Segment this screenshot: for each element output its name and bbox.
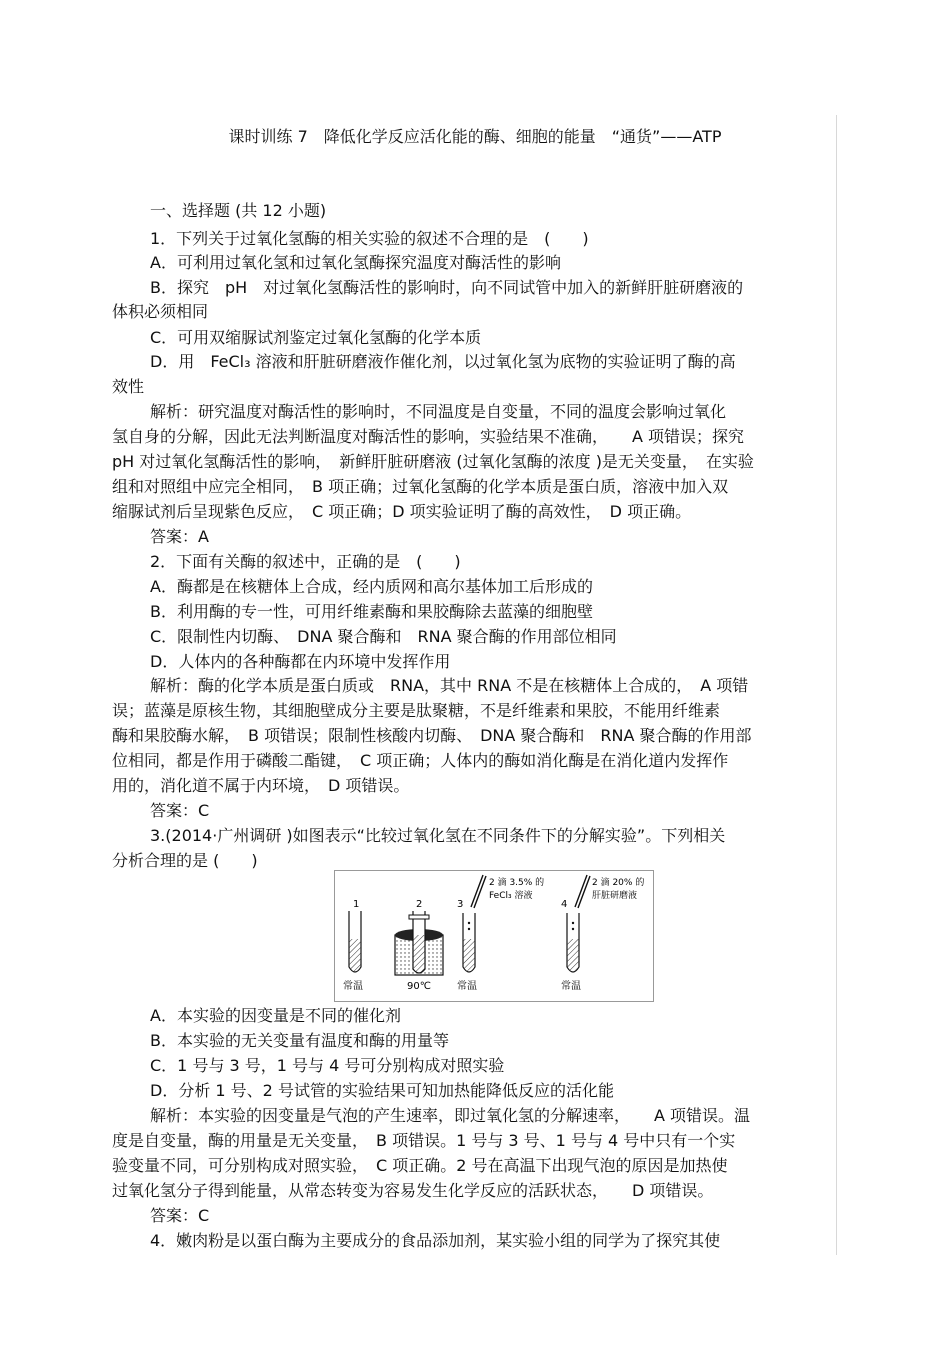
text-line: 答案：C [150,1206,210,1225]
reagent-label-3a: 2 滴 3.5% 的 [489,878,545,888]
text-line: 一、选择题 (共 12 小题) [150,201,327,220]
text-line: D．人体内的各种酶都在内环境中发挥作用 [150,652,451,671]
text-line: pH 对过氧化氢酶活性的影响， 新鲜肝脏研磨液 (过氧化氢酶的浓度 )是无关变量， 在实验 [112,452,754,471]
text-line: 用的，消化道不属于内环境， D 项错误。 [112,776,410,795]
text-line: 缩脲试剂后呈现紫色反应， C 项正确；D 项实验证明了酶的高效性， D 项正确。 [112,502,692,521]
right-margin-rule [836,115,837,1255]
test-tube-3 [457,875,544,992]
test-tube-1 [343,899,363,992]
caption-tube-1: 常温 [343,981,363,992]
text-line: 氢自身的分解，因此无法判断温度对酶活性的影响，实验结果不准确， A 项错误；探究 [112,427,745,446]
text-line: 体积必须相同 [112,302,209,321]
text-line: 2．下面有关酶的叙述中，正确的是 ( ) [150,552,461,571]
text-line: A．本实验的因变量是不同的催化剂 [150,1006,401,1025]
text-line: B．探究 pH 对过氧化氢酶活性的影响时，向不同试管中加入的新鲜肝脏研磨液的 [150,278,744,297]
text-line: 答案：A [150,527,209,546]
text-line: D．用 FeCl₃ 溶液和肝脏研磨液作催化剂，以过氧化氢为底物的实验证明了酶的高 [150,352,736,371]
text-line: 验变量不同，可分别构成对照实验， C 项正确。2 号在高温下出现气泡的原因是加热使 [112,1156,728,1175]
caption-tube-3: 常温 [457,981,477,992]
text-line: 分析合理的是 ( ) [112,851,258,870]
reagent-label-4a: 2 滴 20% 的 [592,878,645,888]
text-line: C．可用双缩脲试剂鉴定过氧化氢酶的化学本质 [150,328,482,347]
reagent-label-3b: FeCl₃ 溶液 [489,891,533,901]
reagent-label-4b: 肝脏研磨液 [592,891,638,901]
text-line: D．分析 1 号、2 号试管的实验结果可知加热能降低反应的活化能 [150,1081,614,1100]
text-line: 解析：研究温度对酶活性的影响时，不同温度是自变量，不同的温度会影响过氧化 [150,402,727,421]
text-line: 3.(2014·广州调研 )如图表示“比较过氧化氢在不同条件下的分解实验”。下列相关 [150,826,726,845]
tube-number-3: 3 [457,899,464,910]
test-tube-4 [561,875,644,992]
test-tube-2-water-bath [395,899,443,992]
caption-tube-4: 常温 [561,981,581,992]
text-line: 位相同，都是作用于磷酸二酯键， C 项正确；人体内的酶如消化酶是在消化道内发挥作 [112,751,729,770]
text-line: 4．嫩肉粉是以蛋白酶为主要成分的食品添加剂，某实验小组的同学为了探究其使 [150,1231,721,1250]
text-line: 解析：酶的化学本质是蛋白质或 RNA，其中 RNA 不是在核糖体上合成的， A 项错 [150,676,749,695]
text-line: 误；蓝藻是原核生物，其细胞壁成分主要是肽聚糖，不是纤维素和果胶，不能用纤维素 [112,701,721,720]
tube-number-4: 4 [561,899,568,910]
caption-tube-2: 90℃ [407,981,431,992]
text-line: 酶和果胶酶水解， B 项错误；限制性核酸内切酶、 DNA 聚合酶和 RNA 聚合酶的作用部 [112,726,752,745]
text-line: 过氧化氢分子得到能量，从常态转变为容易发生化学反应的活跃状态， D 项错误。 [112,1181,714,1200]
text-line: C．限制性内切酶、 DNA 聚合酶和 RNA 聚合酶的作用部位相同 [150,627,617,646]
tube-number-2: 2 [416,899,423,910]
experiment-figure [334,870,654,1002]
text-line: 解析：本实验的因变量是气泡的产生速率，即过氧化氢的分解速率， A 项错误。温 [150,1106,751,1125]
text-line: 1．下列关于过氧化氢酶的相关实验的叙述不合理的是 ( ) [150,229,589,248]
text-line: A．酶都是在核糖体上合成，经内质网和高尔基体加工后形成的 [150,577,593,596]
text-line: C．1 号与 3 号，1 号与 4 号可分别构成对照实验 [150,1056,505,1075]
text-line: 组和对照组中应完全相同， B 项正确；过氧化氢酶的化学本质是蛋白质，溶液中加入双 [112,477,729,496]
page-title: 课时训练 7 降低化学反应活化能的酶、细胞的能量 “通货”——ATP [228,127,722,146]
text-line: B．本实验的无关变量有温度和酶的用量等 [150,1031,449,1050]
text-line: A．可利用过氧化氢和过氧化氢酶探究温度对酶活性的影响 [150,253,561,272]
tube-number-1: 1 [353,899,360,910]
text-line: 度是自变量，酶的用量是无关变量， B 项错误。1 号与 3 号、1 号与 4 号中只有一个实 [112,1131,736,1150]
text-line: 答案：C [150,801,210,820]
text-line: 效性 [112,377,145,396]
text-line: B．利用酶的专一性，可用纤维素酶和果胶酶除去蓝藻的细胞壁 [150,602,593,621]
